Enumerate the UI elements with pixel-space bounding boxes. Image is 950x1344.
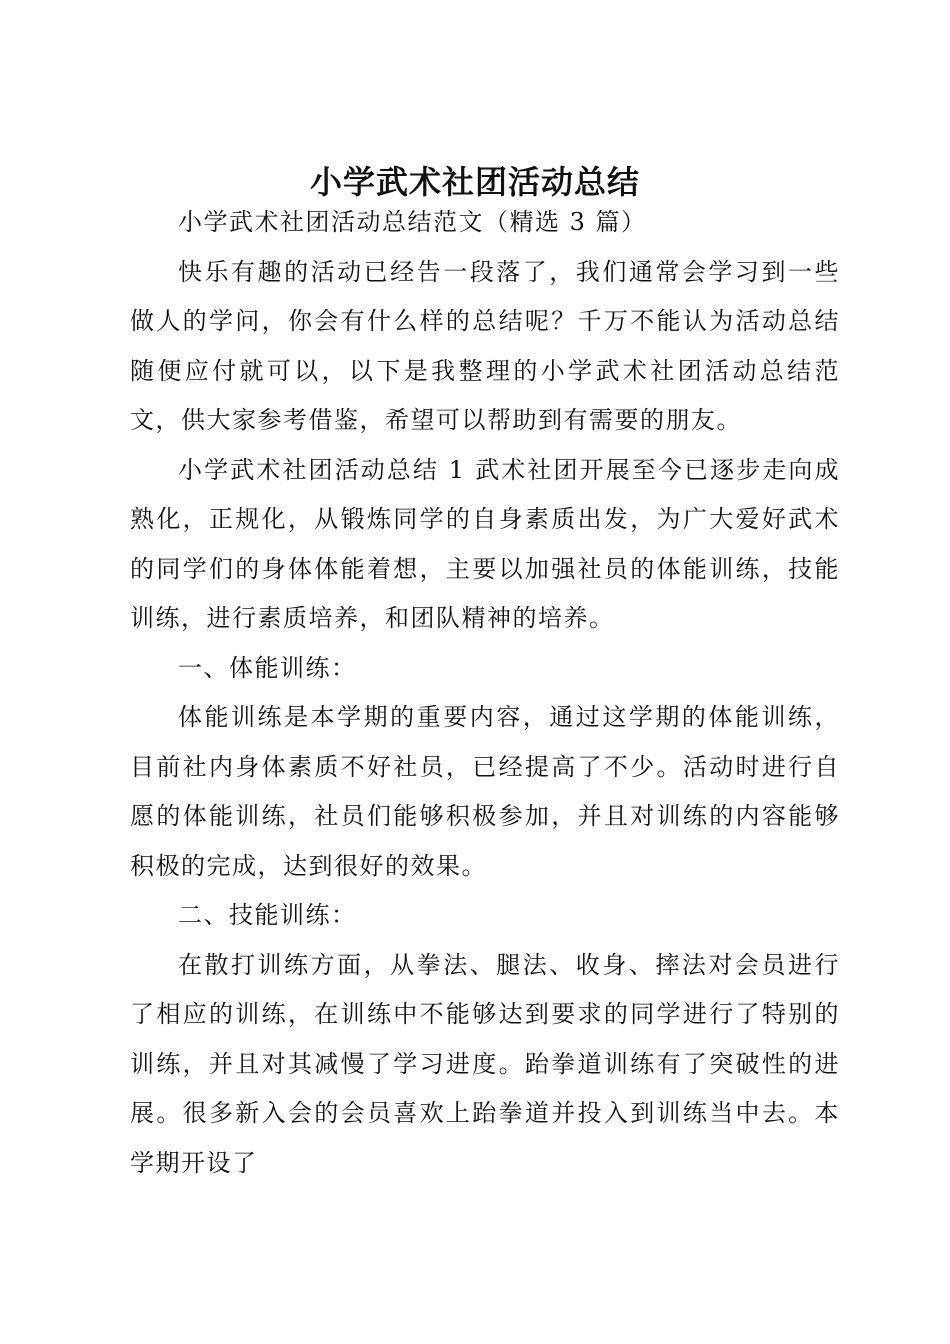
summary-1-paragraph: 小学武术社团活动总结 1 武术社团开展至今已逐步走向成熟化，正规化，从锻炼同学的自身素质出发，为广大爱好武术的同学们的身体体能着想，主要以加强社员的体能训练，技能训练，进行素质培养，和团队精神的培养。 — [130, 455, 840, 632]
page-title: 小学武术社团活动总结 — [309, 163, 640, 202]
document-body — [130, 198, 840, 1188]
intro-subtitle: 小学武术社团活动总结范文（精选 3 篇） — [178, 208, 647, 236]
section-heading-skills: 二、技能训练： — [178, 901, 357, 929]
section-heading-physical: 一、体能训练： — [178, 653, 357, 682]
physical-training-paragraph: 体能训练是本学期的重要内容，通过这学期的体能训练，目前社内身体素质不好社员，已经提高了不少。活动时进行自愿的体能训练，社员们能够积极参加，并且对训练的内容能够积极的完成，达到很好的效果。 — [130, 703, 840, 880]
intro-paragraph: 快乐有趣的活动已经告一段落了，我们通常会学习到一些做人的学问，你会有什么样的总结呢？千万不能认为活动总结随便应付就可以，以下是我整理的小学武术社团活动总结范文，供大家参考借鉴，希望可以帮助到有需要的朋友。 — [130, 257, 840, 434]
skills-training-paragraph: 在散打训练方面，从拳法、腿法、收身、摔法对会员进行了相应的训练，在训练中不能够达到要求的同学进行了特别的训练，并且对其减慢了学习进度。跆拳道训练有了突破性的进展。很多新入会的会员喜欢上跆拳道并投入到训练当中去。本学期开设了 — [130, 950, 840, 1177]
